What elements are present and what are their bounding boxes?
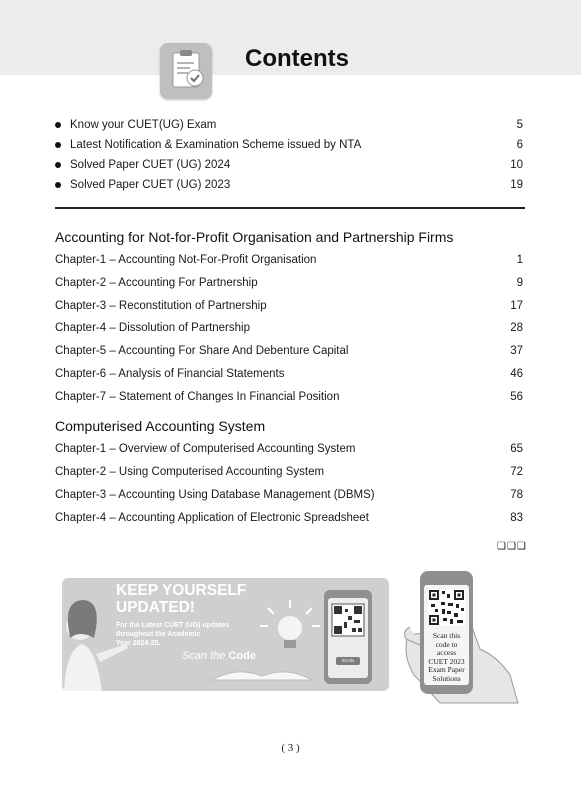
chapter-row[interactable] xyxy=(55,486,523,504)
chapter-row[interactable] xyxy=(55,319,523,337)
item-label: Solved Paper CUET (UG) 2024 xyxy=(70,159,231,171)
scan-line: Solutions xyxy=(432,673,461,683)
divider xyxy=(55,207,525,209)
chapter-label: Chapter-2 – Accounting For Partnership xyxy=(55,277,258,289)
chapter-label: Chapter-4 – Dissolution of Partnership xyxy=(55,322,250,334)
banner-title-line: KEEP YOURSELF xyxy=(116,582,247,599)
chapter-row[interactable] xyxy=(55,440,523,458)
item-label: Solved Paper CUET (UG) 2023 xyxy=(70,179,231,191)
banner-subtitle xyxy=(116,621,236,648)
list-item[interactable] xyxy=(55,176,523,194)
chapter-page: 46 xyxy=(510,368,523,380)
promo-banner[interactable] xyxy=(62,578,389,691)
chapter-row[interactable] xyxy=(55,365,523,383)
end-mark: ❑❑❑ xyxy=(497,541,527,552)
chapter-row[interactable] xyxy=(55,342,523,360)
clipboard-check-icon xyxy=(160,43,212,99)
chapter-label: Chapter-2 – Using Computerised Accounting System xyxy=(55,466,325,478)
scan-prefix: Scan the xyxy=(182,650,226,662)
chapter-row[interactable] xyxy=(55,251,523,269)
chapter-label: Chapter-1 – Overview of Computerised Accounting System xyxy=(55,443,356,455)
chapter-label: Chapter-6 – Analysis of Financial Statements xyxy=(55,368,285,380)
chapter-page: 83 xyxy=(510,512,523,524)
scan-bold: Code xyxy=(228,650,256,662)
chapter-page: 17 xyxy=(510,300,523,312)
chapter-label: Chapter-3 – Accounting Using Database Management (DBMS) xyxy=(55,489,375,501)
phone-card xyxy=(420,571,473,694)
scan-line: Exam Paper xyxy=(428,665,465,674)
section-heading: Accounting for Not-for-Profit Organisation and Partnership Firms xyxy=(55,229,454,245)
qr-code-icon xyxy=(428,589,465,626)
bullet-icon xyxy=(55,142,61,148)
chapter-page: 72 xyxy=(510,466,523,478)
item-page: 6 xyxy=(516,139,523,151)
chapter-page: 65 xyxy=(510,443,523,455)
chapter-row[interactable] xyxy=(55,463,523,481)
list-item[interactable] xyxy=(55,136,523,154)
scan-line: access xyxy=(436,648,457,657)
chapter-page: 9 xyxy=(516,277,523,289)
item-page: 5 xyxy=(516,119,523,131)
chapter-page: 37 xyxy=(510,345,523,357)
banner-subtitle-line: For the Latest CUET (UG) updates xyxy=(116,622,230,629)
chapter-page: 56 xyxy=(510,391,523,403)
banner-subtitle-line: throughout the Academic xyxy=(116,631,201,638)
chapter-page: 28 xyxy=(510,322,523,334)
chapter-label: Chapter-4 – Accounting Application of Electronic Spreadsheet xyxy=(55,512,369,524)
scan-line: CUET 2023 xyxy=(428,656,465,666)
item-label: Know your CUET(UG) Exam xyxy=(70,119,217,131)
item-page: 19 xyxy=(510,179,523,191)
section-heading: Computerised Accounting System xyxy=(55,418,266,434)
page-number: ( 3 ) xyxy=(281,742,300,754)
scan-line: Scan this xyxy=(432,631,461,640)
scan-instructions xyxy=(424,632,469,683)
scan-line: code to xyxy=(435,639,458,649)
chapter-row[interactable] xyxy=(55,274,523,292)
chapter-label: Chapter-7 – Statement of Changes In Financial Position xyxy=(55,391,340,403)
chapter-row[interactable] xyxy=(55,509,523,527)
scan-button[interactable]: SCAN xyxy=(341,658,355,663)
phone-screen xyxy=(424,585,469,685)
list-item[interactable] xyxy=(55,116,523,134)
list-item[interactable] xyxy=(55,156,523,174)
banner-title xyxy=(116,582,246,616)
chapter-page: 78 xyxy=(510,489,523,501)
item-page: 10 xyxy=(510,159,523,171)
chapter-label: Chapter-5 – Accounting For Share And Debenture Capital xyxy=(55,345,349,357)
banner-title-line: UPDATED! xyxy=(116,599,195,616)
chapter-row[interactable] xyxy=(55,297,523,315)
chapter-row[interactable] xyxy=(55,388,523,406)
item-label: Latest Notification & Examination Scheme issued by NTA xyxy=(70,139,362,151)
chapter-page: 1 xyxy=(516,254,523,266)
page-title: Contents xyxy=(245,45,349,72)
chapter-label: Chapter-3 – Reconstitution of Partnership xyxy=(55,300,267,312)
chapter-label: Chapter-1 – Accounting Not-For-Profit Organisation xyxy=(55,254,317,266)
banner-scan-text xyxy=(182,650,256,662)
bullet-icon xyxy=(55,122,61,128)
banner-subtitle-line: Year 2024-25. xyxy=(116,640,161,647)
bullet-icon xyxy=(55,182,61,188)
bullet-icon xyxy=(55,162,61,168)
